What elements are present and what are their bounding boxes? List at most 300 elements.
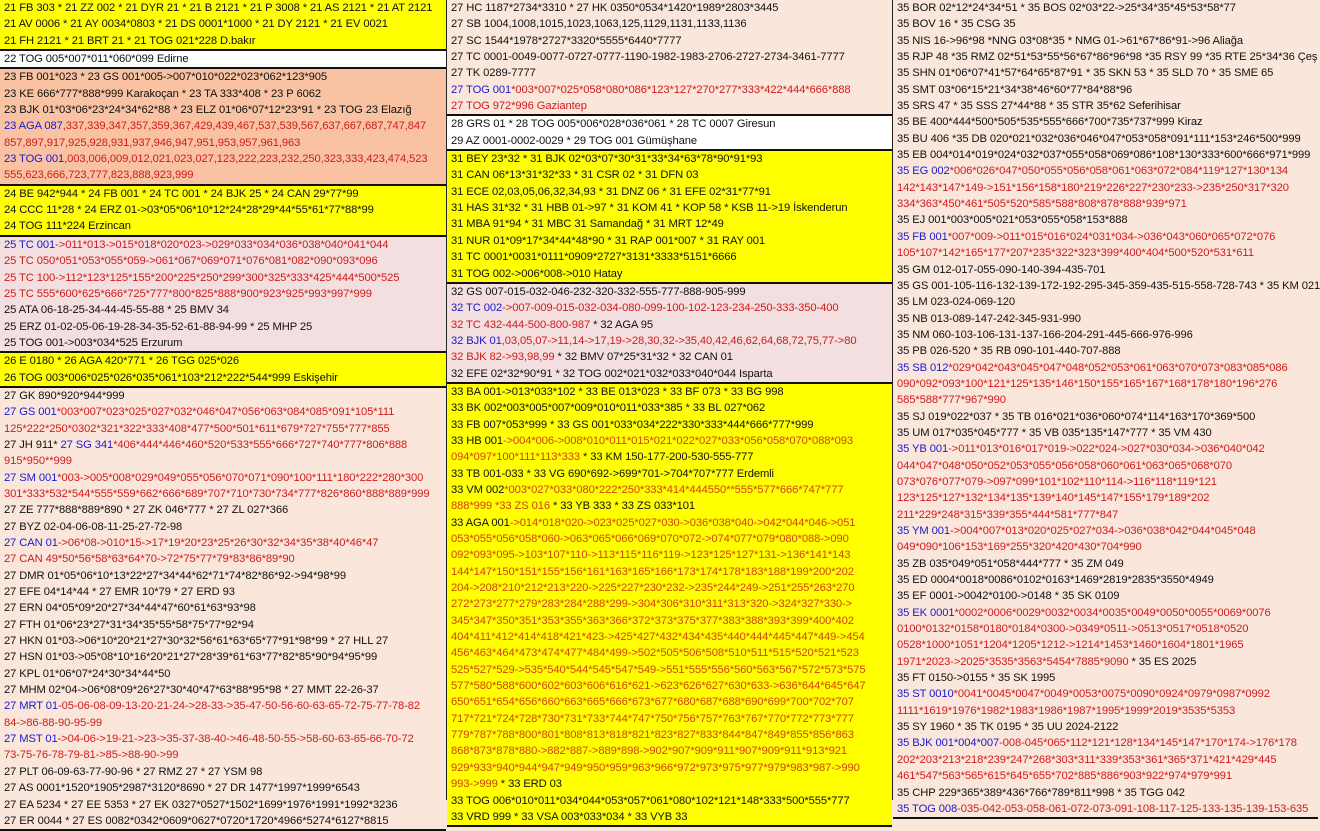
number-list: 272*273*277*279*283*284*288*299->304*306*310*311*313*320->324*327*330->	[451, 598, 853, 611]
number-list: 049*090*106*153*169*255*320*420*430*704*990	[897, 541, 1142, 554]
cell-row[interactable]	[4, 535, 446, 551]
code-prefix: 25 TC 001	[4, 238, 56, 251]
cell-row[interactable]	[4, 0, 446, 16]
cell-row[interactable]	[451, 33, 892, 49]
number-list: 35 SRS 47 * 35 SSS 27*44*88 * 35 STR 35*62 Seferihisar	[897, 100, 1181, 113]
cell-row[interactable]	[897, 801, 1318, 817]
code-prefix: 35 TOG 008	[897, 802, 958, 815]
cell-row[interactable]	[4, 470, 446, 486]
cell-row[interactable]	[4, 682, 446, 698]
cell-row[interactable]	[4, 51, 446, 67]
cell-row[interactable]	[4, 33, 446, 49]
number-list: 857,897,917,925,928,931,937,946,947,951,953,957,961,963	[4, 136, 301, 149]
code-prefix: 32 BJK 01	[451, 334, 502, 347]
cell-row[interactable]	[897, 785, 1318, 801]
cell-row[interactable]	[4, 715, 446, 731]
cell-row[interactable]	[897, 49, 1318, 65]
cell-row[interactable]	[451, 0, 892, 16]
cell-row[interactable]	[451, 793, 892, 809]
cell-row[interactable]	[4, 404, 446, 420]
section-block	[0, 51, 446, 69]
cell-row[interactable]	[897, 490, 1318, 506]
cell-row[interactable]	[4, 568, 446, 584]
number-list: 35 ZB 035*049*051*058*444*777 * 35 ZM 049	[897, 557, 1124, 570]
cell-row[interactable]	[897, 409, 1318, 425]
number-list: 35 RJP 48 *35 RMZ 02*51*53*55*56*67*86*96*98 *35 RSY 99 *35 RTE 25*34*36 Çeş	[897, 51, 1318, 64]
number-list: 22 TOG 005*007*011*060*099 Edirne	[4, 53, 189, 66]
cell-row[interactable]	[451, 515, 892, 531]
cell-row[interactable]	[4, 86, 446, 102]
number-list: *003->005*008*029*049*055*056*070*071*090*100*111*180*222*280*300	[57, 471, 424, 484]
number-list: 24 BE 942*944 * 24 FB 001 * 24 TC 001 * 24 BJK 25 * 24 CAN 29*77*99	[4, 187, 359, 200]
cell-row[interactable]	[897, 376, 1318, 392]
cell-row[interactable]	[897, 670, 1318, 686]
number-list: 717*721*724*728*730*731*733*744*747*750*756*757*763*767*770*772*773*777	[451, 712, 854, 725]
number-list: 31 BEY 23*32 * 31 BJK 02*03*07*30*31*33*34*63*78*90*91*93	[451, 153, 763, 166]
number-list: 23 KE 666*777*888*999 Karakoçan * 23 TA 333*408 * 23 P 6062	[4, 87, 321, 100]
code-prefix: 27 GS 001	[4, 406, 57, 419]
section-block	[893, 0, 1318, 819]
code-prefix: 27 SG 341	[60, 438, 114, 451]
cell-row[interactable]	[451, 482, 892, 498]
number-list: 27 EA 5234 * 27 EE 5353 * 27 EK 0327*0527*1502*1699*1976*1991*1992*3236	[4, 798, 398, 811]
cell-row[interactable]	[897, 572, 1318, 588]
cell-row[interactable]	[4, 102, 446, 118]
cell-row[interactable]	[897, 768, 1318, 784]
code-prefix: 35 EK 0001	[897, 606, 955, 619]
cell-row[interactable]	[897, 441, 1318, 457]
cell-row[interactable]	[897, 278, 1318, 294]
cell-row[interactable]	[897, 131, 1318, 147]
number-list: 31 CAN 06*13*31*32*33 * 31 CSR 02 * 31 DFN 03	[451, 169, 699, 182]
number-list: 35 BU 406 *35 DB 020*021*032*036*046*047*053*058*091*111*153*246*500*999	[897, 132, 1301, 145]
number-list: 27 HC 1187*2734*3310 * 27 HK 0350*0534*1420*1989*2803*3445	[451, 2, 779, 14]
cell-row[interactable]	[4, 335, 446, 351]
number-list: 73-75-76-78-79-81->85->88-90->99	[4, 749, 179, 762]
cell-row[interactable]	[4, 151, 446, 167]
cell-row[interactable]	[4, 237, 446, 253]
cell-row[interactable]	[451, 400, 892, 416]
number-list: 28 GRS 01 * 28 TOG 005*006*028*036*061 * 28 TC 0007 Giresun	[451, 118, 776, 131]
cell-row[interactable]	[897, 474, 1318, 490]
cell-row[interactable]	[451, 116, 892, 132]
cell-row[interactable]	[4, 353, 446, 369]
cell-row[interactable]	[4, 747, 446, 763]
number-list: 345*347*350*351*353*355*363*366*372*373*375*377*383*388*393*399*400*402	[451, 614, 854, 627]
cell-row[interactable]	[897, 703, 1318, 719]
cell-row[interactable]	[897, 311, 1318, 327]
cell-row[interactable]	[897, 147, 1318, 163]
number-list: 25 TC 555*600*625*666*725*777*800*825*888*900*923*925*993*997*999	[4, 287, 372, 300]
code-prefix: 35 FB 001	[897, 230, 948, 243]
number-list: 27 DMR 01*05*06*10*13*22*27*34*44*62*71*74*82*86*92->94*98*99	[4, 569, 346, 582]
cell-row[interactable]	[897, 686, 1318, 702]
cell-row[interactable]	[4, 370, 446, 386]
number-list: ->004*007*013*020*025*027*034->036*038*042*044*045*048	[950, 525, 1256, 537]
number-list: 1971*2023->2025*3535*3563*5454*7885*9090	[897, 655, 1129, 668]
cell-row[interactable]	[4, 270, 446, 286]
section-block	[0, 237, 446, 353]
number-list: 35 BOV 16 * 35 CSG 35	[897, 18, 1016, 31]
number-list: 35 EJ 001*003*005*021*053*055*058*153*888	[897, 214, 1128, 227]
cell-row[interactable]	[451, 333, 892, 349]
cell-row[interactable]	[451, 776, 892, 792]
number-list: 125*222*250*0302*321*322*333*408*477*500*501*611*679*727*755*777*855	[4, 422, 390, 435]
code-prefix: 27 CAN 01	[4, 537, 58, 549]
cell-row[interactable]	[451, 151, 892, 167]
number-list: 25 TC 050*051*053*055*059->061*067*069*071*076*081*082*090*093*096	[4, 255, 378, 268]
cell-row[interactable]	[897, 180, 1318, 196]
cell-row[interactable]	[451, 65, 892, 81]
cell-row[interactable]	[897, 212, 1318, 228]
number-list: 073*076*077*079->097*099*101*102*110*114->116*118*119*121	[897, 475, 1217, 488]
cell-row[interactable]	[451, 49, 892, 65]
cell-row[interactable]	[4, 617, 446, 633]
cell-row[interactable]	[4, 780, 446, 796]
cell-row[interactable]	[4, 649, 446, 665]
number-list: -035-042-053-058-061-072-073-091-108-117-125-133-135-139-153-635	[957, 802, 1309, 815]
number-list: * 35 ES 2025	[1128, 655, 1197, 668]
number-list: 33 FB 007*053*999 * 33 GS 001*033*034*222*330*333*444*666*777*999	[451, 418, 814, 431]
number-list: * 32 BMV 07*25*31*32 * 32 CAN 01	[554, 351, 733, 364]
number-list: 35 ED 0004*0018*0086*0102*0163*1469*2819*2835*3550*4949	[897, 574, 1214, 587]
number-list: 27 ERN 04*05*09*20*27*34*44*47*60*61*63*93*98	[4, 602, 256, 615]
number-list: 35 BE 400*444*500*505*535*555*666*700*735*737*999 Kiraz	[897, 116, 1203, 129]
number-list: 35 NIS 16->96*98 *NNG 03*08*35 * NMG 01->61*67*86*91->96 Aliağa	[897, 34, 1244, 47]
cell-row[interactable]	[897, 654, 1318, 670]
cell-row[interactable]	[451, 662, 892, 678]
cell-row[interactable]	[4, 218, 446, 234]
cell-row[interactable]	[451, 233, 892, 249]
number-list: ,003,006,009,012,021,023,027,123,222,223,232,250,323,333,423,474,523	[64, 153, 428, 166]
cell-row[interactable]	[897, 262, 1318, 278]
number-list: 35 LM 023-024-069-120	[897, 296, 1015, 309]
number-list: 31 TC 0001*0031*0111*0909*2727*3131*3333*5151*6666	[451, 251, 737, 264]
number-list: 053*055*056*058*060->063*065*066*069*070*072->074*077*079*080*088->090	[451, 533, 849, 545]
number-list: 27 EFE 04*14*44 * 27 EMR 10*79 * 27 ERD 93	[4, 586, 235, 599]
number-list: 29 AZ 0001-0002-0029 * 29 TOG 001 Gümüşhane	[451, 134, 697, 147]
number-list: 35 SY 1960 * 35 TK 0195 * 35 UU 2024-2122	[897, 721, 1119, 734]
number-list: 35 FT 0150->0155 * 35 SK 1995	[897, 672, 1056, 685]
number-list: 202*203*213*218*239*247*268*303*311*339*353*361*365*371*421*429*445	[897, 753, 1277, 766]
number-list: 650*651*654*656*660*663*665*666*673*677*680*687*688*690*699*700*702*707	[451, 696, 854, 709]
cell-row[interactable]	[451, 678, 892, 694]
cell-row[interactable]	[4, 633, 446, 649]
code-prefix: 35 YM 001	[897, 525, 951, 537]
cell-row[interactable]	[451, 743, 892, 759]
cell-row[interactable]	[451, 613, 892, 629]
cell-row[interactable]	[4, 698, 446, 714]
number-list: 27 PLT 06-09-63-77-90-96 * 27 RMZ 27 * 27 YSM 98	[4, 765, 263, 778]
number-list: 27 TC 0001-0049-0077-0727-0777-1190-1982-1983-2706-2727-2734-3461-7777	[451, 51, 845, 64]
number-list: 27 SC 1544*1978*2727*3320*5555*6440*7777	[451, 34, 682, 47]
number-list: 525*527*529->535*540*544*545*547*549->551*555*556*560*563*567*572*573*575	[451, 663, 866, 676]
number-list: 779*787*788*800*801*808*813*818*821*823*827*833*844*847*849*855*856*863	[451, 729, 854, 742]
number-list: *406*444*446*460*520*533*555*666*727*740*777*806*888	[113, 438, 408, 451]
number-list: 204->208*210*212*213*220->225*227*230*232->235*244*249->251*255*263*270	[451, 582, 855, 595]
number-list: ->007-009-015-032-034-080-099-100-102-123-234-250-333-350-400	[502, 302, 839, 315]
section-block	[447, 384, 892, 827]
cell-row[interactable]	[451, 184, 892, 200]
cell-row[interactable]	[4, 519, 446, 535]
number-list: 21 FH 2121 * 21 BRT 21 * 21 TOG 021*228 D.bakır	[4, 34, 256, 47]
code-prefix: 32 TC 002	[451, 302, 503, 315]
number-list: * 33 ERD 03	[497, 778, 562, 791]
cell-row[interactable]	[451, 384, 892, 400]
number-list: 32 GS 007-015-032-046-232-320-332-555-777-888-905-999	[451, 285, 746, 298]
number-list: 26 TOG 003*006*025*026*035*061*103*212*222*544*999 Eskişehir	[4, 371, 338, 384]
cell-row[interactable]	[4, 319, 446, 335]
cell-row[interactable]	[897, 98, 1318, 114]
cell-row[interactable]	[451, 809, 892, 825]
cell-row[interactable]	[897, 507, 1318, 523]
number-list: 094*097*100*111*113*333	[451, 451, 580, 464]
cell-row[interactable]	[897, 637, 1318, 653]
number-list: ->014*018*020->023*025*027*030->036*038*040->042*044*046->051	[509, 516, 856, 529]
cell-row[interactable]	[4, 600, 446, 616]
cell-row[interactable]	[897, 539, 1318, 555]
code-prefix: 27 MRT 01	[4, 700, 59, 713]
number-list: 0100*0132*0158*0180*0184*0300->0349*0511->0513*0517*0518*0520	[897, 623, 1249, 636]
number-list: *003*007*025*058*080*086*123*127*270*277*333*422*444*666*888	[511, 83, 851, 96]
cell-row[interactable]	[897, 458, 1318, 474]
cell-row[interactable]	[897, 719, 1318, 735]
number-list: 27 HSN 01*03->05*08*10*16*20*21*27*28*39*61*63*77*82*85*90*94*95*99	[4, 651, 378, 664]
cell-row[interactable]	[897, 588, 1318, 604]
number-list: 27 HKN 01*03->06*10*20*21*27*30*32*56*61*63*65*77*91*98*99 * 27 HLL 27	[4, 635, 389, 648]
cell-row[interactable]	[897, 294, 1318, 310]
cell-row[interactable]	[4, 502, 446, 518]
number-list: 33 VRD 999 * 33 VSA 003*033*034 * 33 VYB 33	[451, 810, 688, 823]
cell-row[interactable]	[4, 437, 446, 453]
number-list: 27 FTH 01*06*23*27*31*34*35*55*58*75*77*92*94	[4, 618, 254, 631]
cell-row[interactable]	[451, 417, 892, 433]
cell-row[interactable]	[451, 133, 892, 149]
cell-row[interactable]	[451, 629, 892, 645]
number-list: 404*411*412*414*418*421*423->425*427*432*434*435*440*444*445*447*449->454	[451, 631, 865, 644]
cell-row[interactable]	[4, 286, 446, 302]
cell-row[interactable]	[451, 317, 892, 333]
cell-row[interactable]	[897, 735, 1318, 751]
cell-row[interactable]	[451, 564, 892, 580]
cell-row[interactable]	[451, 711, 892, 727]
cell-row[interactable]	[4, 302, 446, 318]
cell-row[interactable]	[4, 797, 446, 813]
number-list: 25 ATA 06-18-25-34-44-45-55-88 * 25 BMV 34	[4, 304, 229, 317]
cell-row[interactable]	[4, 135, 446, 151]
cell-row[interactable]	[897, 343, 1318, 359]
cell-row[interactable]	[4, 202, 446, 218]
code-prefix: 27 TOG 001	[451, 83, 512, 96]
number-list: 577*580*588*600*602*603*606*616*621->623*626*627*630*633->636*644*645*647	[451, 680, 866, 693]
cell-row[interactable]	[451, 645, 892, 661]
cell-row[interactable]	[451, 349, 892, 365]
number-list: *0041*0045*0047*0049*0053*0075*0090*0924*0979*0987*0992	[953, 688, 1270, 701]
cell-row[interactable]	[897, 605, 1318, 621]
cell-row[interactable]	[4, 453, 446, 469]
cell-row[interactable]	[897, 229, 1318, 245]
cell-row[interactable]	[451, 216, 892, 232]
code-prefix: 35 SB 012	[897, 361, 949, 374]
cell-row[interactable]	[4, 421, 446, 437]
cell-row[interactable]	[451, 466, 892, 482]
cell-row[interactable]	[897, 392, 1318, 408]
cell-row[interactable]	[897, 0, 1318, 16]
cell-row[interactable]	[4, 486, 446, 502]
cell-row[interactable]	[897, 82, 1318, 98]
cell-row[interactable]	[451, 82, 892, 98]
number-list: 31 TOG 002->006*008->010 Hatay	[451, 267, 623, 280]
cell-row[interactable]	[451, 366, 892, 382]
cell-row[interactable]	[451, 284, 892, 300]
cell-row[interactable]	[4, 388, 446, 404]
number-list: 27 JH 911*	[4, 438, 61, 451]
number-list: 35 CHP 229*365*389*436*766*789*811*998 * 35 TGG 042	[897, 786, 1185, 799]
code-prefix: 27 MST 01	[4, 733, 58, 746]
cell-row[interactable]	[451, 98, 892, 114]
number-list: 461*547*563*565*615*645*655*702*885*886*903*922*974*979*991	[897, 770, 1233, 783]
number-list: 35 SHN 01*06*07*41*57*64*65*87*91 * 35 SKN 53 * 35 SLD 70 * 35 SME 65	[897, 67, 1274, 80]
number-list: 585*588*777*967*990	[897, 394, 1006, 407]
cell-row[interactable]	[451, 449, 892, 465]
cell-row[interactable]	[897, 425, 1318, 441]
number-list: 26 E 0180 * 26 AGA 420*771 * 26 TGG 025*026	[4, 355, 239, 368]
section-block	[447, 151, 892, 284]
number-list: 35 PB 026-520 * 35 RB 090-101-440-707-888	[897, 345, 1121, 358]
number-list: 33 HB 001	[451, 434, 503, 447]
number-list: 142*143*147*149->151*156*158*180*219*226*227*230*233->235*250*317*320	[897, 181, 1289, 194]
number-list: 456*463*464*473*474*477*484*499->502*505*506*508*510*511*515*520*521*523	[451, 647, 859, 660]
cell-row[interactable]	[897, 114, 1318, 130]
cell-row[interactable]	[4, 118, 446, 134]
cell-row[interactable]	[4, 69, 446, 85]
number-list: 993->999	[451, 778, 498, 791]
cell-row[interactable]	[451, 16, 892, 32]
number-list: 915*950**999	[4, 455, 72, 468]
number-list: *007*009->011*015*016*024*031*034->036*043*060*065*072*076	[947, 230, 1276, 243]
cell-row[interactable]	[897, 327, 1318, 343]
number-list: ->06*08->010*15->17*19*20*23*25*26*30*32*34*35*38*40*46*47	[57, 537, 379, 549]
code-prefix: 35 BJK 001*004*007	[897, 737, 1000, 750]
section-block	[0, 0, 446, 51]
column-1	[0, 0, 447, 827]
number-list: 27 BYZ 02-04-06-08-11-25-27-72-98	[4, 520, 183, 533]
cell-row[interactable]	[451, 498, 892, 514]
cell-row[interactable]	[451, 433, 892, 449]
number-list: *0002*0006*0029*0032*0034*0035*0049*0050*0055*0069*0076	[954, 606, 1271, 619]
cell-row[interactable]	[897, 752, 1318, 768]
number-list: 33 AGA 001	[451, 516, 510, 529]
number-list: 25 ERZ 01-02-05-06-19-28-34-35-52-61-88-94-99 * 25 MHP 25	[4, 320, 313, 333]
number-list: 27 CAN 49*50*56*58*63*64*70->72*75*77*79*83*86*89*90	[4, 553, 295, 566]
number-list: ,03,05,07->11,14->17,19->28,30,32->35,40,42,46,62,64,68,72,75,77->80	[501, 334, 857, 347]
number-list: 31 HAS 31*32 * 31 HBB 01->97 * 31 KOM 41 * KOP 58 * KSB 11->19 İskenderun	[451, 202, 848, 215]
number-list: 27 ZE 777*888*889*890 * 27 ZK 046*777 * 27 ZL 027*366	[4, 504, 289, 517]
cell-row[interactable]	[897, 196, 1318, 212]
code-prefix: 27 SM 001	[4, 471, 58, 484]
cell-row[interactable]	[451, 760, 892, 776]
number-list: 35 SMT 03*06*15*21*34*38*46*60*77*84*88*96	[897, 83, 1133, 96]
number-list: ->011*013->015*018*020*023->029*033*034*036*038*040*041*044	[55, 238, 389, 251]
cell-row[interactable]	[451, 531, 892, 547]
cell-row[interactable]	[451, 596, 892, 612]
number-list: 27 SB 1004,1008,1015,1023,1063,125,1129,1131,1133,1136	[451, 18, 747, 31]
section-block	[0, 388, 446, 831]
number-list: 21 AV 0006 * 21 AY 0034*0803 * 21 DS 0001*1000 * 21 DY 2121 * 21 EV 0021	[4, 18, 388, 31]
cell-row[interactable]	[4, 731, 446, 747]
number-list: 32 TC 432-444-500-800-987	[451, 318, 591, 331]
number-list: 27 KPL 01*06*07*24*30*34*44*50	[4, 667, 171, 680]
cell-row[interactable]	[4, 764, 446, 780]
code-prefix: 35 ST 0010	[897, 688, 954, 701]
cell-row[interactable]	[4, 584, 446, 600]
cell-row[interactable]	[451, 694, 892, 710]
cell-row[interactable]	[451, 727, 892, 743]
number-list: 144*147*150*151*155*156*161*163*165*166*173*174*178*183*188*199*200*202	[451, 565, 854, 578]
number-list: * 33 YB 333 * 33 ZS 033*101	[549, 500, 696, 513]
number-list: 044*047*048*050*052*053*055*056*058*060*061*063*065*068*070	[897, 459, 1233, 472]
number-list: 21 FB 303 * 21 ZZ 002 * 21 DYR 21 * 21 B 2121 * 21 P 3008 * 21 AS 2121 * 21 AT 2121	[4, 2, 433, 14]
number-list: 1111*1619*1976*1982*1983*1986*1987*1995*1999*2019*3535*5353	[897, 704, 1236, 717]
column-2	[447, 0, 893, 823]
cell-row[interactable]	[451, 300, 892, 316]
cell-row[interactable]	[451, 200, 892, 216]
cell-row[interactable]	[4, 16, 446, 32]
number-list: 33 TOG 006*010*011*034*044*053*057*061*080*102*121*148*333*500*555*777	[451, 794, 850, 807]
code-prefix: 23 TOG 001	[4, 153, 65, 166]
cell-row[interactable]	[4, 813, 446, 829]
number-list: 31 NUR 01*09*17*34*44*48*90 * 31 RAP 001*007 * 31 RAY 001	[451, 234, 766, 247]
cell-row[interactable]	[897, 556, 1318, 572]
number-list: 25 TOG 001->003*034*525 Erzurum	[4, 336, 183, 349]
number-list: 24 TOG 111*224 Erzincan	[4, 220, 131, 233]
number-list: 888*999 *33 ZS 016	[451, 500, 550, 513]
number-list: 35 EB 004*014*019*024*032*037*055*058*069*086*108*130*333*600*666*971*999	[897, 149, 1311, 162]
cell-row[interactable]	[4, 186, 446, 202]
cell-row[interactable]	[451, 249, 892, 265]
cell-row[interactable]	[451, 580, 892, 596]
number-list: 27 MHM 02*04->06*08*09*26*27*30*40*47*63*88*95*98 * 27 MMT 22-26-37	[4, 684, 379, 697]
cell-row[interactable]	[897, 523, 1318, 539]
cell-row[interactable]	[451, 547, 892, 563]
number-list: 27 ER 0044 * 27 ES 0082*0342*0609*0627*0720*1720*4966*5274*6127*8815	[4, 814, 389, 827]
cell-row[interactable]	[4, 666, 446, 682]
number-list: 24 CCC 11*28 * 24 ERZ 01->03*05*06*10*12*24*28*29*44*55*61*77*88*99	[4, 204, 374, 217]
cell-row[interactable]	[897, 16, 1318, 32]
cell-row[interactable]	[897, 621, 1318, 637]
cell-row[interactable]	[4, 253, 446, 269]
number-list: 23 FB 001*023 * 23 GS 001*005->007*010*022*023*062*123*905	[4, 71, 327, 84]
number-list: -008-045*065*112*121*128*134*145*147*170*174->176*178	[999, 737, 1297, 750]
cell-row[interactable]	[897, 65, 1318, 81]
number-list: 211*229*248*315*339*355*444*581*777*847	[897, 508, 1119, 521]
cell-row[interactable]	[897, 360, 1318, 376]
cell-row[interactable]	[451, 167, 892, 183]
cell-row[interactable]	[897, 163, 1318, 179]
cell-row[interactable]	[451, 266, 892, 282]
number-list: 090*092*093*100*121*125*135*146*150*155*165*167*168*178*180*196*276	[897, 377, 1278, 390]
cell-row[interactable]	[4, 551, 446, 567]
number-list: *003*007*023*025*027*032*046*047*056*063*084*085*091*105*111	[56, 406, 395, 419]
number-list: *006*026*047*050*055*056*058*061*063*072*084*119*127*130*134	[949, 165, 1289, 178]
section-block	[447, 0, 892, 116]
cell-row[interactable]	[897, 33, 1318, 49]
code-prefix: 35 YB 001	[897, 443, 949, 456]
number-list: 301*333*532*544*555*559*662*666*689*707*710*730*734*777*826*860*888*889*999	[4, 487, 430, 500]
cell-row[interactable]	[4, 167, 446, 183]
number-list: 27 TK 0289-7777	[451, 67, 536, 80]
cell-row[interactable]	[897, 245, 1318, 261]
